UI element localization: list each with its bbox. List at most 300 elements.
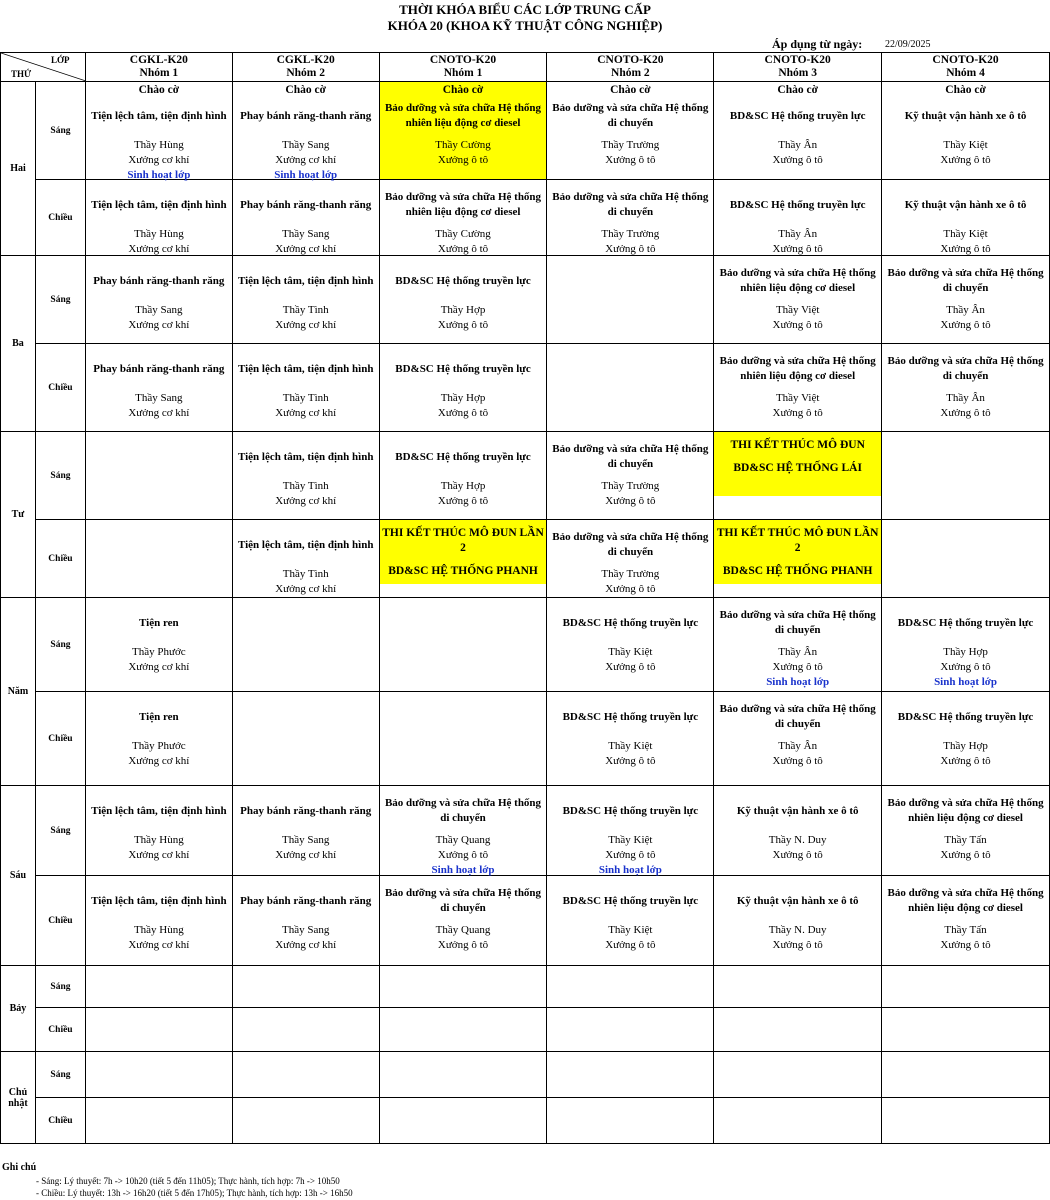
session-label: Sáng — [35, 966, 85, 1008]
schedule-cell[interactable] — [714, 256, 882, 344]
subject-name: Phay bánh răng-thanh răng — [93, 274, 225, 287]
cell-content — [86, 692, 232, 785]
schedule-cell[interactable] — [379, 1008, 547, 1052]
cell-content — [547, 520, 713, 597]
schedule-cell[interactable] — [379, 598, 547, 692]
subject-name: Tiện lệch tâm, tiện định hình — [91, 198, 227, 211]
room-name: Xưởng cơ khí — [275, 939, 337, 951]
room-name: Xưởng ô tô — [605, 495, 656, 507]
teacher-name: Thầy Hợp — [943, 740, 988, 752]
session-label: Sáng — [35, 786, 85, 876]
subject-name: Kỹ thuật vận hành xe ô tô — [736, 804, 859, 817]
schedule-cell[interactable] — [232, 432, 379, 520]
subject-name: Kỹ thuật vận hành xe ô tô — [736, 894, 859, 907]
schedule-cell[interactable] — [379, 432, 547, 520]
cell-content — [380, 1098, 547, 1143]
room-name: Xưởng cơ khí — [128, 661, 190, 673]
room-name: Xưởng ô tô — [772, 661, 823, 673]
day-label: Sáu — [1, 786, 36, 966]
class-header-label — [86, 53, 232, 80]
schedule-cell[interactable] — [232, 256, 379, 344]
room-name: Xưởng ô tô — [605, 849, 656, 861]
schedule-cell[interactable] — [882, 180, 1050, 256]
schedule-cell[interactable] — [232, 786, 379, 876]
room-name: Xưởng cơ khí — [128, 319, 190, 331]
class-name: CNOTO-K20 — [932, 54, 999, 66]
greeting-label: Chào cờ — [442, 84, 484, 96]
subject-name: Tiện lệch tâm, tiện định hình — [91, 109, 227, 122]
corner-class-label: LỚP — [51, 55, 70, 65]
day-label: Tư — [1, 432, 36, 598]
schedule-cell[interactable] — [547, 256, 714, 344]
room-name: Xưởng ô tô — [940, 154, 991, 166]
room-name: Xưởng ô tô — [772, 319, 823, 331]
subject-name: Bảo dưỡng và sửa chữa Hệ thống di chuyển — [552, 102, 709, 129]
class-group: Nhóm 1 — [139, 67, 179, 79]
schedule-cell[interactable] — [379, 1052, 547, 1098]
session-label: Sáng — [35, 256, 85, 344]
teacher-name: Thầy Kiệt — [608, 646, 653, 658]
corner-day-label: THỨ — [11, 69, 32, 79]
cell-content — [714, 786, 881, 875]
subject-name: Tiện lệch tâm, tiện định hình — [237, 274, 374, 287]
schedule-cell[interactable] — [882, 432, 1050, 520]
class-group: Nhóm 2 — [286, 67, 326, 79]
teacher-name: Thầy Tình — [282, 480, 329, 492]
schedule-cell[interactable] — [714, 432, 882, 520]
class-name: CGKL-K20 — [276, 54, 335, 66]
subject-name: Bảo dưỡng và sửa chữa Hệ thống di chuyển — [384, 887, 542, 914]
cell-content — [86, 786, 232, 875]
cell-content — [714, 1098, 881, 1143]
cell-content — [714, 520, 881, 584]
room-name: Xưởng cơ khí — [128, 154, 190, 166]
cell-content — [233, 256, 379, 343]
cell-content — [86, 180, 232, 255]
cell-content — [547, 344, 713, 431]
schedule-cell[interactable] — [547, 520, 714, 598]
schedule-cell[interactable] — [547, 692, 714, 786]
cell-content — [233, 432, 379, 519]
schedule-cell[interactable] — [714, 966, 882, 1008]
schedule-cell[interactable] — [232, 520, 379, 598]
cell-content — [380, 1052, 547, 1097]
schedule-cell[interactable] — [882, 1098, 1050, 1144]
note-morning: - Sáng: Lý thuyết: 7h -> 10h20 (tiết 5 đến 11h05); Thực hành, tích hợp: 7h -> 10h50 — [36, 1176, 340, 1186]
room-name: Xưởng ô tô — [437, 939, 489, 951]
schedule-cell[interactable] — [85, 344, 232, 432]
cell-content — [547, 180, 713, 255]
schedule-cell[interactable] — [85, 692, 232, 786]
class-activity-label: Sinh hoạt lớp — [766, 676, 830, 688]
cell-content — [882, 692, 1049, 785]
session-label: Chiều — [35, 1098, 85, 1144]
teacher-name: Thầy Ân — [778, 139, 818, 151]
class-header — [232, 53, 379, 82]
teacher-name: Thầy Trường — [601, 139, 660, 151]
schedule-cell[interactable] — [232, 598, 379, 692]
schedule-cell[interactable] — [882, 1052, 1050, 1098]
schedule-cell[interactable] — [232, 180, 379, 256]
schedule-cell[interactable] — [714, 692, 882, 786]
cell-content — [233, 1008, 379, 1051]
schedule-cell[interactable] — [232, 1098, 379, 1144]
subject-name: Bảo dưỡng và sửa chữa Hệ thống di chuyển — [719, 609, 876, 636]
day-label: Chủ nhật — [1, 1052, 36, 1144]
room-name: Xưởng cơ khí — [128, 407, 190, 419]
session-label: Sáng — [35, 1052, 85, 1098]
schedule-cell[interactable] — [379, 82, 547, 180]
schedule-cell[interactable] — [85, 180, 232, 256]
room-name: Xưởng ô tô — [940, 849, 991, 861]
subject-name: Bảo dưỡng và sửa chữa Hệ thống di chuyển — [552, 191, 709, 218]
room-name: Xưởng ô tô — [940, 939, 991, 951]
cell-content — [380, 786, 547, 875]
cell-content — [547, 1098, 713, 1143]
teacher-name: Thầy Tình — [282, 568, 329, 580]
room-name: Xưởng ô tô — [605, 154, 656, 166]
cell-content — [714, 692, 881, 785]
exam-title: THI KẾT THÚC MÔ ĐUN LẦN 2 — [716, 527, 879, 554]
session-label: Chiều — [35, 1008, 85, 1052]
subject-name: Tiện lệch tâm, tiện định hình — [237, 362, 374, 375]
schedule-cell[interactable] — [714, 876, 882, 966]
cell-content — [547, 786, 713, 875]
schedule-cell[interactable] — [232, 1008, 379, 1052]
schedule-cell[interactable] — [379, 692, 547, 786]
schedule-cell[interactable] — [379, 966, 547, 1008]
schedule-cell[interactable] — [882, 82, 1050, 180]
cell-content — [233, 180, 379, 255]
schedule-cell[interactable] — [379, 344, 547, 432]
apply-date-label: Áp dụng từ ngày: — [772, 37, 863, 51]
cell-content — [882, 256, 1049, 343]
teacher-name: Thầy Kiệt — [943, 139, 988, 151]
class-activity-label: Sinh hoạt lớp — [598, 864, 662, 876]
session-label: Chiều — [35, 180, 85, 256]
schedule-cell[interactable] — [882, 598, 1050, 692]
class-header — [882, 53, 1050, 82]
cell-content — [380, 692, 547, 785]
timetable — [0, 52, 1050, 1144]
schedule-cell[interactable] — [232, 692, 379, 786]
teacher-name: Thầy Tấn — [944, 834, 987, 846]
subject-name: BD&SC Hệ thống truyền lực — [729, 109, 866, 122]
cell-content — [882, 876, 1049, 965]
room-name: Xưởng ô tô — [437, 495, 489, 507]
schedule-cell[interactable] — [547, 344, 714, 432]
schedule-cell[interactable] — [882, 520, 1050, 598]
cell-content — [547, 966, 713, 1007]
greeting-label: Chào cờ — [945, 84, 986, 96]
schedule-cell[interactable] — [85, 966, 232, 1008]
teacher-name: Thầy Hợp — [440, 480, 486, 492]
cell-content — [882, 344, 1049, 431]
cell-content — [714, 1008, 881, 1051]
greeting-label: Chào cờ — [138, 84, 180, 96]
schedule-cell[interactable] — [85, 598, 232, 692]
class-header-label — [233, 53, 379, 80]
subject-name: BD&SC Hệ thống truyền lực — [395, 450, 531, 463]
schedule-cell[interactable] — [714, 180, 882, 256]
schedule-cell[interactable] — [547, 432, 714, 520]
class-activity-label: Sinh hoạt lớp — [934, 676, 998, 688]
schedule-cell[interactable] — [714, 1052, 882, 1098]
subject-name: Bảo dưỡng và sửa chữa Hệ thống nhiên liệu động cơ diesel — [887, 797, 1044, 824]
cell-content — [86, 876, 232, 965]
teacher-name: Thầy Quang — [435, 834, 491, 846]
teacher-name: Thầy Kiệt — [608, 740, 653, 752]
teacher-name: Thầy Sang — [282, 139, 330, 151]
subject-name: Bảo dưỡng và sửa chữa Hệ thống di chuyển — [887, 355, 1044, 382]
schedule-cell[interactable] — [547, 1008, 714, 1052]
room-name: Xưởng ô tô — [772, 939, 823, 951]
greeting-label: Chào cờ — [285, 84, 326, 96]
cell-content — [380, 598, 547, 691]
cell-content — [882, 786, 1049, 875]
class-header-label — [882, 53, 1049, 80]
subject-name: Tiện lệch tâm, tiện định hình — [91, 804, 227, 817]
teacher-name: Thầy Tình — [282, 304, 329, 316]
subject-name: Bảo dưỡng và sửa chữa Hệ thống nhiên liệu động cơ diesel — [384, 102, 542, 129]
schedule-cell[interactable] — [232, 876, 379, 966]
schedule-cell[interactable] — [85, 1008, 232, 1052]
schedule-cell[interactable] — [547, 1098, 714, 1144]
cell-content — [233, 692, 379, 785]
room-name: Xưởng cơ khí — [128, 243, 190, 255]
subject-name: BD&SC Hệ thống truyền lực — [897, 710, 1034, 723]
teacher-name: Thầy Trường — [601, 480, 660, 492]
teacher-name: Thầy Phước — [132, 740, 186, 752]
schedule-cell[interactable] — [232, 966, 379, 1008]
teacher-name: Thầy Kiệt — [943, 228, 988, 240]
subject-name: Bảo dưỡng và sửa chữa Hệ thống di chuyển — [552, 443, 709, 470]
schedule-cell[interactable] — [714, 82, 882, 180]
teacher-name: Thầy Sang — [282, 924, 330, 936]
room-name: Xưởng cơ khí — [128, 939, 190, 951]
teacher-name: Thầy Sang — [282, 834, 330, 846]
schedule-cell[interactable] — [547, 876, 714, 966]
cell-content — [233, 598, 379, 691]
cell-content — [882, 1052, 1049, 1097]
schedule-cell[interactable] — [547, 1052, 714, 1098]
schedule-cell[interactable] — [547, 82, 714, 180]
room-name: Xưởng cơ khí — [275, 154, 337, 166]
room-name: Xưởng ô tô — [437, 319, 489, 331]
cell-content — [714, 876, 881, 965]
teacher-name: Thầy Sang — [135, 392, 183, 404]
teacher-name: Thầy Trường — [601, 228, 660, 240]
cell-content — [86, 344, 232, 431]
cell-content — [882, 1008, 1049, 1051]
class-activity-label: Sinh hoạt lớp — [274, 169, 338, 181]
teacher-name: Thầy Hùng — [133, 139, 184, 151]
room-name: Xưởng ô tô — [605, 939, 656, 951]
class-group: Nhóm 4 — [946, 67, 985, 79]
schedule-cell[interactable] — [85, 82, 232, 180]
class-activity-label: Sinh hoạt lớp — [127, 169, 191, 181]
cell-content — [882, 1098, 1049, 1143]
room-name: Xưởng ô tô — [940, 407, 991, 419]
cell-content — [714, 344, 881, 431]
subject-name: Bảo dưỡng và sửa chữa Hệ thống nhiên liệu động cơ diesel — [887, 887, 1044, 914]
teacher-name: Thầy Hợp — [943, 646, 988, 658]
teacher-name: Thầy Ân — [946, 304, 985, 316]
schedule-cell[interactable] — [379, 876, 547, 966]
schedule-cell[interactable] — [85, 876, 232, 966]
room-name: Xưởng ô tô — [605, 583, 656, 595]
room-name: Xưởng ô tô — [940, 755, 991, 767]
cell-content — [233, 786, 379, 875]
cell-content — [547, 256, 713, 343]
cell-content — [380, 966, 547, 1007]
session-label: Sáng — [35, 598, 85, 692]
schedule-cell[interactable] — [714, 598, 882, 692]
greeting-label: Chào cờ — [777, 84, 818, 96]
class-header-label — [714, 53, 881, 80]
subject-name: Tiện lệch tâm, tiện định hình — [237, 450, 374, 463]
subject-name: Bảo dưỡng và sửa chữa Hệ thống nhiên liệu động cơ diesel — [384, 191, 542, 218]
cell-content — [547, 692, 713, 785]
class-header — [379, 53, 547, 82]
teacher-name: Thầy Ân — [946, 392, 985, 404]
cell-content — [86, 82, 232, 179]
room-name: Xưởng cơ khí — [275, 495, 337, 507]
schedule-cell[interactable] — [882, 1008, 1050, 1052]
schedule-cell[interactable] — [714, 344, 882, 432]
room-name: Xưởng ô tô — [605, 661, 656, 673]
subject-name: Kỹ thuật vận hành xe ô tô — [904, 109, 1027, 122]
subject-name: Bảo dưỡng và sửa chữa Hệ thống di chuyển — [552, 531, 709, 558]
schedule-cell[interactable] — [882, 786, 1050, 876]
subject-name: Phay bánh răng-thanh răng — [93, 362, 225, 375]
teacher-name: Thầy Tình — [282, 392, 329, 404]
class-header-label — [380, 53, 547, 80]
teacher-name: Thầy Hợp — [440, 392, 486, 404]
teacher-name: Thầy Ân — [778, 740, 818, 752]
schedule-cell[interactable] — [714, 786, 882, 876]
schedule-cell[interactable] — [714, 1008, 882, 1052]
cell-content — [86, 1052, 232, 1097]
schedule-cell[interactable] — [882, 256, 1050, 344]
teacher-name: Thầy Cường — [435, 139, 491, 151]
schedule-cell[interactable] — [714, 1098, 882, 1144]
subject-name: Phay bánh răng-thanh răng — [240, 894, 372, 907]
teacher-name: Thầy N. Duy — [768, 924, 827, 936]
cell-content — [86, 432, 232, 519]
cell-content — [86, 966, 232, 1007]
schedule-cell[interactable] — [379, 1098, 547, 1144]
cell-content — [714, 598, 881, 691]
schedule-cell[interactable] — [714, 520, 882, 598]
subject-name: Bảo dưỡng và sửa chữa Hệ thống di chuyển — [887, 267, 1044, 294]
room-name: Xưởng ô tô — [772, 407, 823, 419]
cell-content — [380, 180, 547, 255]
schedule-cell[interactable] — [547, 786, 714, 876]
subject-name: Bảo dưỡng và sửa chữa Hệ thống di chuyển — [719, 703, 876, 730]
subject-name: Phay bánh răng-thanh răng — [240, 109, 372, 122]
schedule-cell[interactable] — [882, 876, 1050, 966]
cell-content — [233, 344, 379, 431]
room-name: Xưởng ô tô — [940, 243, 991, 255]
cell-content — [547, 598, 713, 691]
subject-name: BD&SC Hệ thống truyền lực — [562, 710, 699, 723]
schedule-cell[interactable] — [232, 82, 379, 180]
schedule-cell[interactable] — [85, 1098, 232, 1144]
class-group: Nhóm 3 — [778, 67, 817, 79]
subject-name: BD&SC Hệ thống truyền lực — [395, 274, 531, 287]
class-group: Nhóm 2 — [611, 67, 650, 79]
schedule-cell[interactable] — [85, 786, 232, 876]
teacher-name: Thầy Tấn — [944, 924, 987, 936]
schedule-cell[interactable] — [85, 432, 232, 520]
note-afternoon: - Chiều: Lý thuyết: 13h -> 16h20 (tiết 5 đến 17h05); Thực hành, tích hợp: 13h -> 16h50 — [36, 1188, 353, 1198]
room-name: Xưởng cơ khí — [128, 755, 190, 767]
exam-title: THI KẾT THÚC MÔ ĐUN — [730, 439, 865, 451]
teacher-name: Thầy Kiệt — [608, 924, 653, 936]
day-label: Năm — [1, 598, 36, 786]
schedule-cell[interactable] — [379, 180, 547, 256]
cell-content — [714, 1052, 881, 1097]
schedule-cell[interactable] — [882, 692, 1050, 786]
session-label: Sáng — [35, 432, 85, 520]
room-name: Xưởng ô tô — [605, 755, 656, 767]
schedule-cell[interactable] — [379, 786, 547, 876]
subject-name: Kỹ thuật vận hành xe ô tô — [904, 198, 1027, 211]
schedule-cell[interactable] — [85, 1052, 232, 1098]
teacher-name: Thầy Phước — [132, 646, 186, 658]
cell-content — [882, 82, 1049, 179]
schedule-cell[interactable] — [547, 180, 714, 256]
schedule-cell[interactable] — [85, 256, 232, 344]
cell-content — [380, 876, 547, 965]
room-name: Xưởng ô tô — [437, 849, 489, 861]
teacher-name: Thầy Ân — [778, 228, 818, 240]
subject-name: BD&SC Hệ thống truyền lực — [562, 804, 699, 817]
room-name: Xưởng cơ khí — [128, 849, 190, 861]
cell-content — [233, 82, 379, 179]
class-name: CNOTO-K20 — [764, 54, 831, 66]
room-name: Xưởng ô tô — [940, 661, 991, 673]
cell-content — [547, 432, 713, 519]
schedule-cell[interactable] — [85, 520, 232, 598]
teacher-name: Thầy Việt — [775, 392, 820, 404]
cell-content — [86, 1008, 232, 1051]
schedule-cell[interactable] — [379, 256, 547, 344]
schedule-cell[interactable] — [379, 520, 547, 598]
cell-content — [380, 344, 547, 431]
schedule-cell[interactable] — [232, 344, 379, 432]
session-label: Chiều — [35, 344, 85, 432]
schedule-cell[interactable] — [882, 966, 1050, 1008]
cell-content — [86, 520, 232, 597]
room-name: Xưởng ô tô — [437, 154, 489, 166]
schedule-cell[interactable] — [882, 344, 1050, 432]
class-group: Nhóm 1 — [443, 67, 483, 79]
cell-content — [714, 432, 881, 496]
teacher-name: Thầy Hùng — [133, 924, 184, 936]
class-activity-label: Sinh hoạt lớp — [431, 864, 495, 876]
class-header-label — [547, 53, 713, 80]
corner-labels — [1, 53, 85, 81]
subject-name: Bảo dưỡng và sửa chữa Hệ thống nhiên liệu động cơ diesel — [719, 355, 876, 382]
schedule-cell[interactable] — [547, 966, 714, 1008]
notes-title: Ghi chú — [2, 1162, 37, 1173]
schedule-cell[interactable] — [232, 1052, 379, 1098]
cell-content — [86, 1098, 232, 1143]
room-name: Xưởng cơ khí — [275, 849, 337, 861]
schedule-cell[interactable] — [547, 598, 714, 692]
